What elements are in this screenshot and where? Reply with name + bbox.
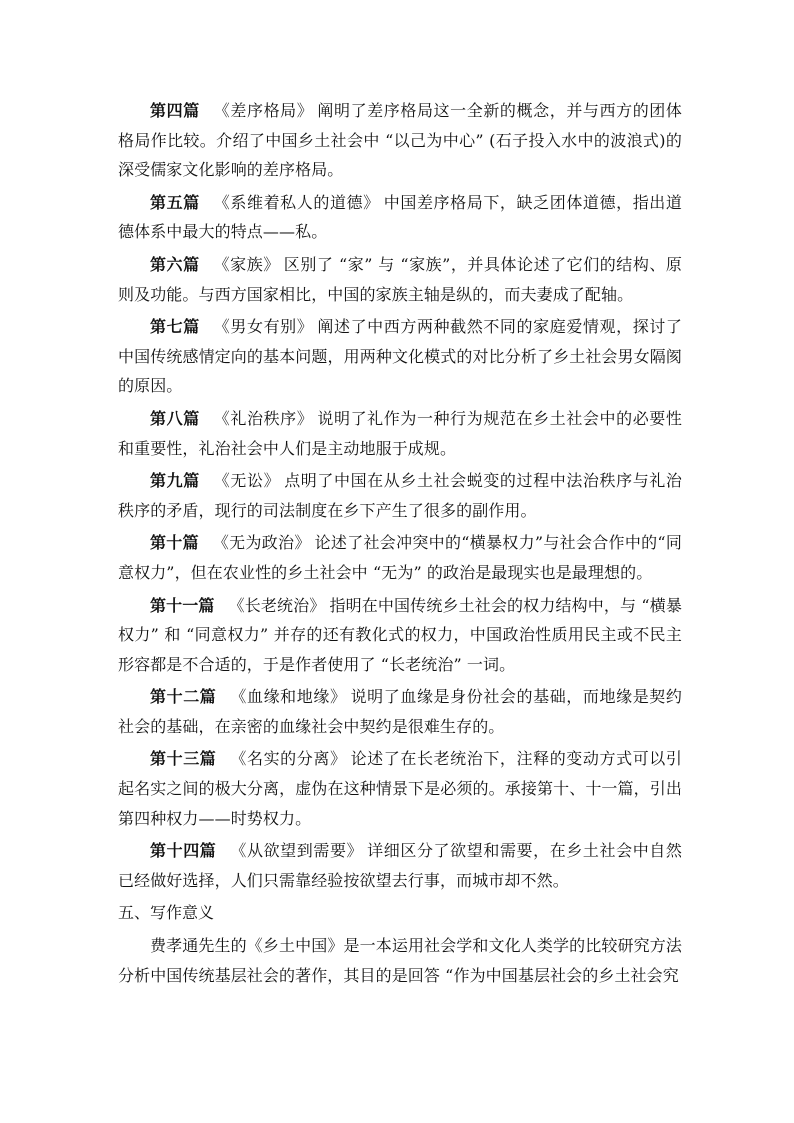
chapter-summary-10 — [118, 528, 682, 587]
chapter-label: 第十篇 — [150, 533, 199, 553]
chapter-label: 第九篇 — [150, 471, 200, 491]
chapter-title: 《名实的分离》 — [230, 749, 347, 769]
chapter-title: 《长老统治》 — [228, 595, 326, 615]
chapter-title: 《无讼》 — [213, 471, 281, 491]
chapter-summary-13 — [118, 744, 682, 833]
chapter-description: 点明了中国在从乡土社会蜕变的过程中法治秩序与礼治秩序的矛盾，现行的司法制度在乡下产生了很多的副作用。 — [118, 471, 682, 520]
chapter-label: 第六篇 — [150, 254, 200, 274]
chapter-description: 阐明了差序格局这一全新的概念，并与西方的团体格局作比较。介绍了中国乡土社会中 “以己为中心” (石子投入水中的波浪式)的深受儒家文化影响的差序格局。 — [118, 101, 682, 180]
chapter-description: 论述了在长老统治下，注释的变动方式可以引起名实之间的极大分离，虚伪在这种情景下是必须的。承接第十、十一篇，引出第四种权力——时势权力。 — [118, 749, 682, 828]
chapter-description: 区别了 “家” 与 “家族”，并具体论述了它们的结构、原则及功能。与西方国家相比，中国的家族主轴是纵的，而夫妻成了配轴。 — [118, 254, 682, 304]
chapter-title: 《男女有别》 — [213, 317, 314, 337]
chapter-summary-14 — [118, 836, 682, 895]
document-body — [118, 96, 682, 993]
chapter-title: 《血缘和地缘》 — [230, 687, 347, 707]
chapter-summary-11 — [118, 591, 682, 680]
chapter-description: 论述了社会冲突中的“横暴权力”与社会合作中的“同意权力”，但在农业性的乡土社会中 “无为” 的政治是最现实也是最理想的。 — [118, 533, 682, 582]
section-heading: 五、写作意义 — [118, 903, 215, 923]
chapter-title: 《系维着私人的道德》 — [213, 192, 380, 212]
chapter-label: 第七篇 — [150, 317, 200, 337]
chapter-title: 《差序格局》 — [213, 101, 314, 120]
chapter-label: 第十四篇 — [150, 841, 217, 861]
chapter-label: 第十二篇 — [150, 687, 217, 707]
chapter-label: 第八篇 — [150, 408, 200, 428]
chapter-description: 阐述了中西方两种截然不同的家庭爱情观，探讨了中国传统感情定向的基本问题，用两种文化模式的对比分析了乡土社会男女隔阂的原因。 — [118, 317, 682, 396]
chapter-summary-6 — [118, 250, 682, 309]
closing-paragraph: 费孝通先生的《乡土中国》是一本运用社会学和文化人类学的比较研究方法分析中国传统基层社会的著作，其目的是回答 “作为中国基层社会的乡土社会究 — [118, 936, 682, 985]
chapter-description: 指明在中国传统乡土社会的权力结构中，与 “横暴权力” 和 “同意权力” 并存的还有教化式的权力，中国政治性质用民主或不民主形容都是不合适的，于是作者使用了 “长老统治” 一词。 — [118, 595, 682, 674]
chapter-summary-9 — [118, 466, 682, 525]
chapter-title: 《从欲望到需要》 — [230, 841, 364, 861]
chapter-description: 中国差序格局下，缺乏团体道德，指出道德体系中最大的特点——私。 — [118, 192, 682, 242]
chapter-summary-12 — [118, 682, 682, 741]
chapter-label: 第十一篇 — [150, 595, 215, 615]
chapter-title: 《家族》 — [213, 254, 280, 274]
chapter-description: 说明了血缘是身份社会的基础，而地缘是契约社会的基础，在亲密的血缘社会中契约是很难生存的。 — [118, 687, 682, 736]
chapter-summary-8 — [118, 404, 682, 463]
chapter-title: 《无为政治》 — [212, 533, 311, 553]
chapter-label: 第十三篇 — [150, 749, 217, 769]
chapter-summary-7 — [118, 312, 682, 401]
chapter-description: 详细区分了欲望和需要，在乡土社会中自然已经做好选择，人们只需靠经验按欲望去行事，而城市却不然。 — [118, 841, 682, 890]
chapter-label: 第五篇 — [150, 192, 200, 212]
chapter-description: 说明了礼作为一种行为规范在乡土社会中的必要性和重要性，礼治社会中人们是主动地服于成规。 — [118, 408, 682, 458]
chapter-label: 第四篇 — [150, 101, 200, 120]
chapter-summary-4 — [118, 96, 682, 185]
chapter-title: 《礼治秩序》 — [213, 408, 314, 428]
chapter-summary-5 — [118, 188, 682, 247]
